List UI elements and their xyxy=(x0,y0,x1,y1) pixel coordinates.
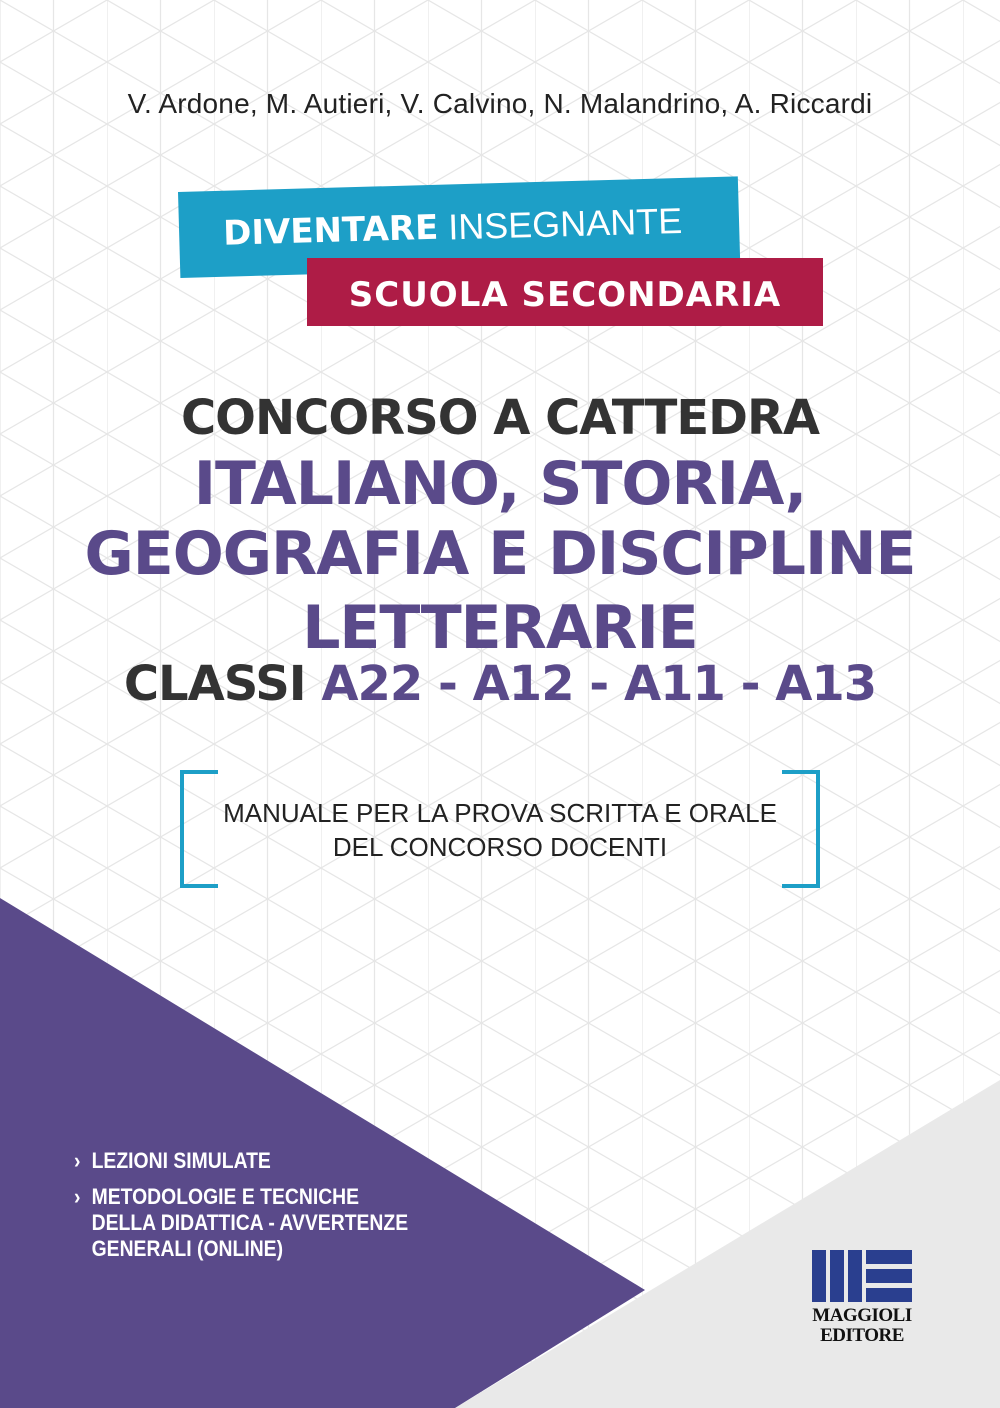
classi-label: CLASSI xyxy=(123,656,306,712)
publisher-name: MAGGIOLI xyxy=(812,1305,912,1326)
publisher-logo xyxy=(812,1250,912,1346)
series-light: INSEGNANTE xyxy=(447,199,683,248)
classi xyxy=(0,656,1000,712)
series-bold: DIVENTARE xyxy=(222,207,439,254)
series-sub-banner: SCUOLA SECONDARIA xyxy=(307,258,823,326)
chevron-right-icon: › xyxy=(74,1148,81,1173)
maggioli-mark-icon xyxy=(812,1250,912,1302)
subtitle-line2: DEL CONCORSO DOCENTI xyxy=(332,832,668,862)
classi-codes: A22 - A12 - A11 - A13 xyxy=(321,656,877,712)
title-line3: GEOGRAFIA E DISCIPLINE xyxy=(84,519,916,589)
title-line1: CONCORSO A CATTEDRA xyxy=(180,390,820,446)
title-line4: LETTERARIE xyxy=(302,593,698,663)
chevron-right-icon: › xyxy=(74,1184,81,1209)
title-line2: ITALIANO, STORIA, xyxy=(193,449,807,519)
authors: V. Ardone, M. Autieri, V. Calvino, N. Malandrino, A. Riccardi xyxy=(127,88,873,119)
subtitle xyxy=(0,796,1000,864)
publisher-editore: EDITORE xyxy=(820,1325,904,1346)
bullet-item: › LEZIONI SIMULATE xyxy=(74,1148,271,1173)
bullet-item: › METODOLOGIE E TECNICHE DELLA DIDATTICA - AVVERTENZE GENERALI (ONLINE) xyxy=(74,1184,409,1261)
subtitle-line1: MANUALE PER LA PROVA SCRITTA E ORALE xyxy=(223,798,777,828)
